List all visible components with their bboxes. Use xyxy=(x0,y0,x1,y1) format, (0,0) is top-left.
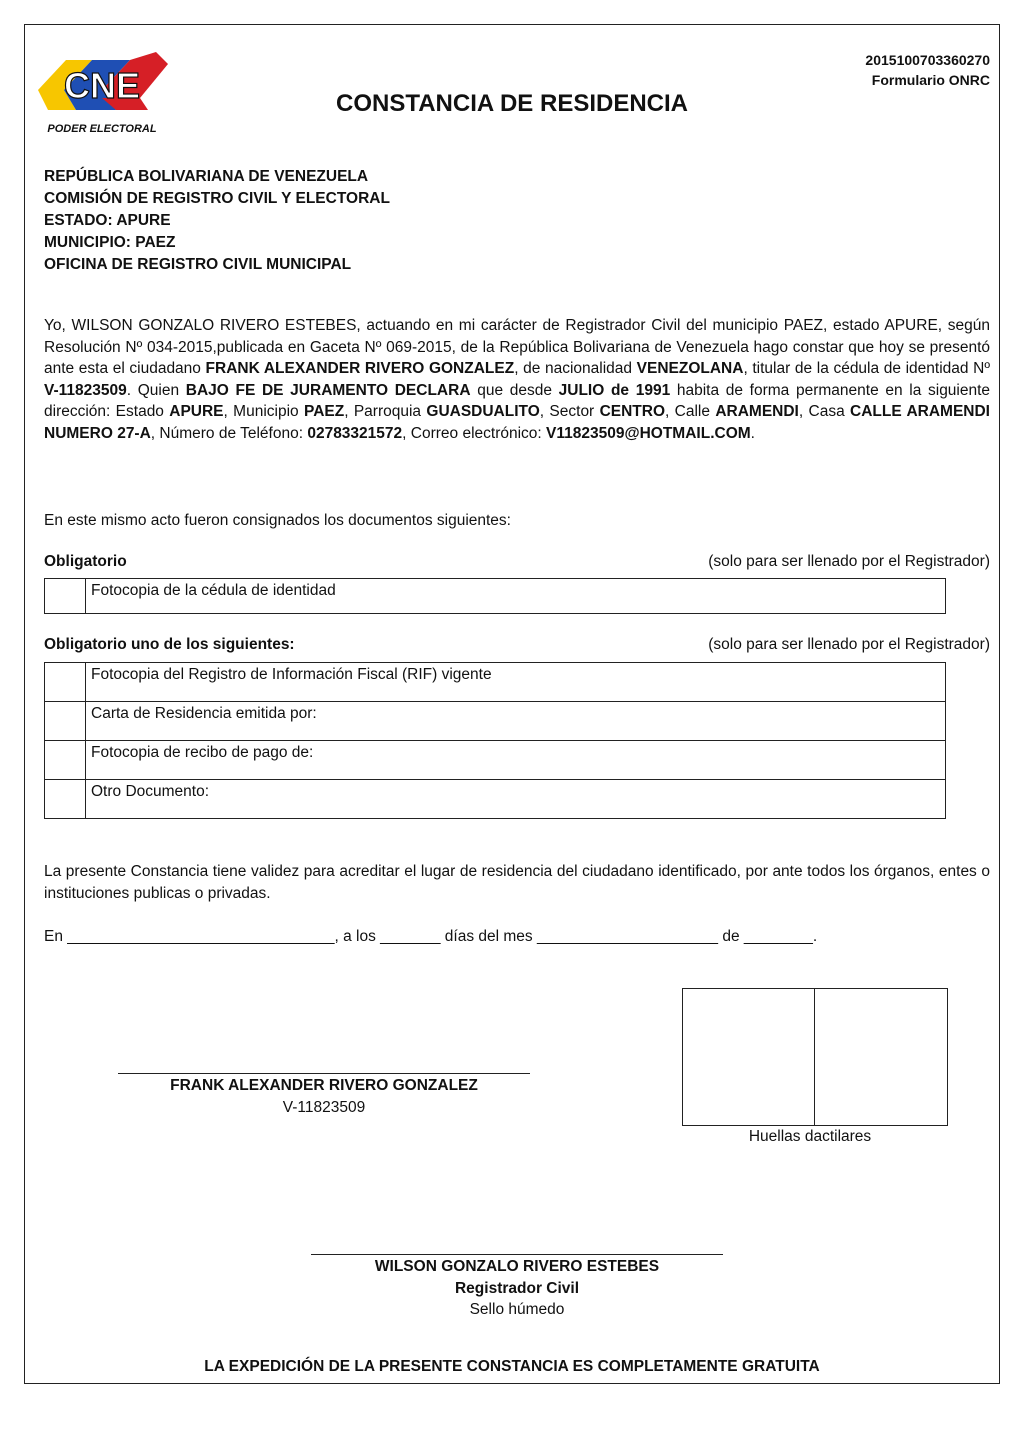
nationality: VENEZOLANA xyxy=(636,360,744,377)
logo-mark: CNE xyxy=(63,65,141,106)
table-row xyxy=(45,702,946,741)
page-title xyxy=(0,90,1024,118)
citizen-signature-id: V-11823509 xyxy=(282,1099,366,1116)
text-segment: , Municipio xyxy=(223,403,304,420)
registrar-note: (solo para ser llenado por el Registrador) xyxy=(708,636,990,653)
citizen-signature-name: FRANK ALEXANDER RIVERO GONZALEZ xyxy=(170,1077,478,1094)
form-name: Formulario ONRC xyxy=(871,72,990,88)
header-line-state: ESTADO: APURE xyxy=(44,212,171,229)
table-row xyxy=(45,741,946,780)
document-item: Fotocopia de recibo de pago de: xyxy=(86,741,946,780)
fingerprints-label: Huellas dactilares xyxy=(748,1128,872,1145)
text-segment: , Parroquia xyxy=(344,403,427,420)
mandatory-label: Obligatorio xyxy=(44,553,127,570)
text-segment: . xyxy=(750,424,755,442)
title-text: CONSTANCIA DE RESIDENCIA xyxy=(335,90,689,117)
documents-intro: En este mismo acto fueron consignados los documentos siguientes: xyxy=(44,512,511,529)
residence-since: JULIO de 1991 xyxy=(558,381,671,399)
table-row xyxy=(45,780,946,819)
text-segment: que desde xyxy=(470,381,559,399)
address-street: ARAMENDI xyxy=(715,403,799,420)
fingerprint-boxes xyxy=(682,988,948,1126)
registrar-signature-line xyxy=(311,1254,723,1255)
institution-header xyxy=(44,166,390,276)
address-municipality: PAEZ xyxy=(304,403,345,420)
text-segment: , titular de la cédula de identidad Nº xyxy=(743,360,990,377)
registrar-seal: Sello húmedo xyxy=(469,1301,565,1318)
text-segment: , Casa xyxy=(798,403,851,420)
citizen-id: V-11823509 xyxy=(44,381,127,399)
optional-documents-table xyxy=(44,662,946,819)
logo-subtitle: PODER ELECTORAL xyxy=(47,123,157,135)
document-item: Fotocopia de la cédula de identidad xyxy=(86,579,946,614)
document-checkbox[interactable] xyxy=(45,741,86,780)
address-house: CALLE ARAMENDI NUMERO 27-A xyxy=(44,403,990,442)
registrar-note: (solo para ser llenado por el Registrador) xyxy=(708,553,990,570)
one-of-section-header xyxy=(44,636,990,654)
text-segment: . Quien xyxy=(126,381,186,399)
oath-statement: BAJO FE DE JURAMENTO DECLARA xyxy=(185,381,471,399)
email-address: V11823509@HOTMAIL.COM xyxy=(546,424,751,442)
address-sector: CENTRO xyxy=(599,403,666,420)
fingerprint-divider xyxy=(814,989,815,1125)
mandatory-section-header xyxy=(44,553,990,571)
mandatory-documents-table xyxy=(44,578,946,614)
text-segment: , Calle xyxy=(665,403,716,420)
address-state: APURE xyxy=(169,403,224,420)
footer-notice: LA EXPEDICIÓN DE LA PRESENTE CONSTANCIA ES COMPLETAMENTE GRATUITA xyxy=(204,1358,820,1375)
address-parish: GUASDUALITO xyxy=(426,403,540,420)
citizen-name: FRANK ALEXANDER RIVERO GONZALEZ xyxy=(205,360,515,377)
document-checkbox[interactable] xyxy=(45,780,86,819)
document-checkbox[interactable] xyxy=(45,663,86,702)
text-segment: , Número de Teléfono: xyxy=(150,424,308,442)
registrar-role: Registrador Civil xyxy=(454,1280,580,1297)
text-segment: , Sector xyxy=(539,403,600,420)
text-segment: Yo, WILSON GONZALO RIVERO ESTEBES, actuando en mi carácter de Registrador Civil del municipio PAEZ, estado APURE, según Resolución Nº 034-2015,publicada en Gaceta Nº 069-2015, de la República Bolivariana de Venezuela hago constar que hoy se presentó ante esta el ciudadano xyxy=(44,317,990,377)
document-item: Otro Documento: xyxy=(86,780,946,819)
table-row xyxy=(45,579,946,614)
validity-paragraph: La presente Constancia tiene validez para acreditar el lugar de residencia del ciudadano identificado, por ante todos los órganos, entes o instituciones publicas o privadas. xyxy=(44,863,990,902)
header-line-municipality: MUNICIPIO: PAEZ xyxy=(44,234,176,251)
one-of-label: Obligatorio uno de los siguientes: xyxy=(44,636,295,653)
phone-number: 02783321572 xyxy=(307,424,403,442)
document-item: Fotocopia del Registro de Información Fiscal (RIF) vigente xyxy=(86,663,946,702)
document-item: Carta de Residencia emitida por: xyxy=(86,702,946,741)
document-checkbox[interactable] xyxy=(45,702,86,741)
document-reference xyxy=(865,50,990,90)
date-line: En _______________________________, a los _______ días del mes _____________________ de ________. xyxy=(44,928,818,945)
header-line-commission: COMISIÓN DE REGISTRO CIVIL Y ELECTORAL xyxy=(44,190,390,207)
text-segment: habita de forma permanente en la siguiente dirección: Estado xyxy=(44,381,991,420)
text-segment: , Correo electrónico: xyxy=(402,424,547,442)
header-line-republic: REPÚBLICA BOLIVARIANA DE VENEZUELA xyxy=(44,168,369,185)
text-segment: , de nacionalidad xyxy=(514,360,637,377)
document-checkbox[interactable] xyxy=(45,579,86,614)
document-number: 2015100703360270 xyxy=(865,52,990,68)
header-line-office: OFICINA DE REGISTRO CIVIL MUNICIPAL xyxy=(44,256,352,273)
citizen-signature-line xyxy=(118,1073,530,1074)
declaration-paragraph xyxy=(44,315,990,444)
table-row xyxy=(45,663,946,702)
registrar-signature-name: WILSON GONZALO RIVERO ESTEBES xyxy=(374,1258,660,1275)
